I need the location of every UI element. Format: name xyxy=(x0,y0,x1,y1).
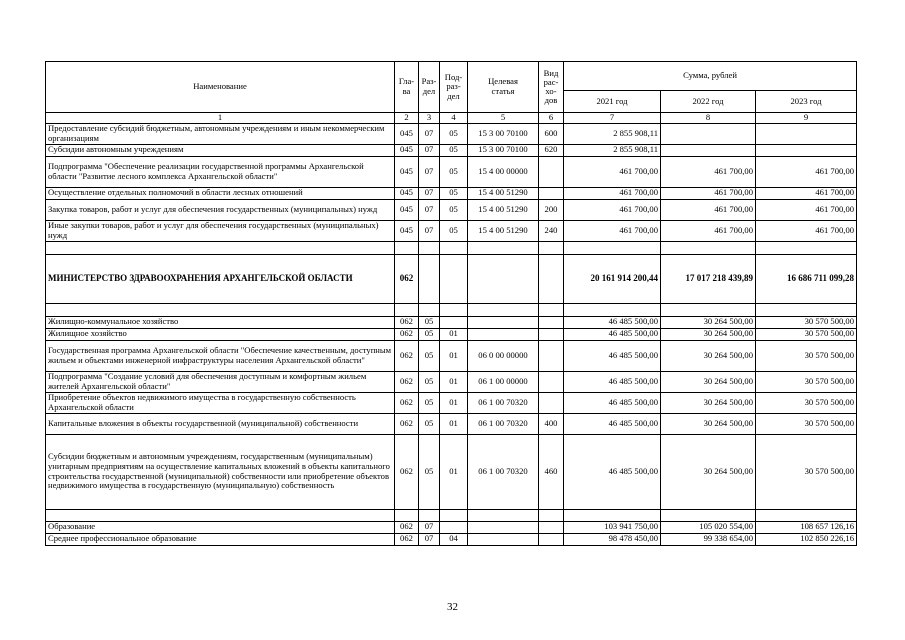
glava-cell: 062 xyxy=(395,254,419,303)
table-row xyxy=(46,220,857,241)
vid-cell xyxy=(539,316,564,328)
column-number: 3 xyxy=(419,113,440,124)
razdel-cell: 07 xyxy=(419,123,440,144)
glava-cell: 045 xyxy=(395,144,419,156)
empty-cell xyxy=(756,303,857,316)
sum-2021-cell: 461 700,00 xyxy=(564,199,661,220)
celevaya-cell: 15 4 00 51290 xyxy=(468,187,539,199)
razdel-cell xyxy=(419,254,440,303)
razdel-cell: 05 xyxy=(419,328,440,340)
sum-2021-cell: 46 485 500,00 xyxy=(564,392,661,413)
celevaya-cell xyxy=(468,521,539,533)
vid-cell xyxy=(539,533,564,545)
celevaya-cell: 06 1 00 70320 xyxy=(468,434,539,509)
razdel-cell: 05 xyxy=(419,434,440,509)
vid-cell xyxy=(539,187,564,199)
podrazdel-cell: 05 xyxy=(440,199,468,220)
table-row xyxy=(46,123,857,144)
celevaya-cell xyxy=(468,328,539,340)
sum-2022-cell: 30 264 500,00 xyxy=(661,371,756,392)
vid-cell xyxy=(539,156,564,187)
glava-cell: 045 xyxy=(395,199,419,220)
header-vid: Вид рас- хо- дов xyxy=(539,62,564,113)
sum-2022-cell: 461 700,00 xyxy=(661,199,756,220)
podrazdel-cell: 01 xyxy=(440,434,468,509)
header-year-2022: 2022 год xyxy=(661,91,756,113)
header-celevaya: Целевая статья xyxy=(468,62,539,113)
empty-cell xyxy=(440,509,468,521)
empty-cell xyxy=(661,509,756,521)
column-number: 4 xyxy=(440,113,468,124)
sum-2023-cell: 30 570 500,00 xyxy=(756,413,857,434)
column-number-row xyxy=(46,113,857,124)
sum-2021-cell: 2 855 908,11 xyxy=(564,144,661,156)
sum-2022-cell xyxy=(661,144,756,156)
sum-2022-cell: 30 264 500,00 xyxy=(661,328,756,340)
header-razdel: Раз- дел xyxy=(419,62,440,113)
column-number: 5 xyxy=(468,113,539,124)
sum-2023-cell: 30 570 500,00 xyxy=(756,392,857,413)
sum-2023-cell xyxy=(756,123,857,144)
sum-2023-cell: 16 686 711 099,28 xyxy=(756,254,857,303)
sum-2022-cell: 30 264 500,00 xyxy=(661,392,756,413)
sum-2021-cell: 20 161 914 200,44 xyxy=(564,254,661,303)
sum-2023-cell: 108 657 126,16 xyxy=(756,521,857,533)
razdel-cell: 05 xyxy=(419,316,440,328)
glava-cell: 062 xyxy=(395,413,419,434)
header-name: Наименование xyxy=(46,62,395,113)
page-number: 32 xyxy=(447,601,458,613)
celevaya-cell: 15 3 00 70100 xyxy=(468,144,539,156)
razdel-cell: 05 xyxy=(419,340,440,371)
podrazdel-cell xyxy=(440,316,468,328)
header-year-2021: 2021 год xyxy=(564,91,661,113)
razdel-cell: 07 xyxy=(419,533,440,545)
row-name-cell: Приобретение объектов недвижимого имущества в государственную собственность Архангельской области xyxy=(46,392,395,413)
table-row xyxy=(46,254,857,303)
razdel-cell: 07 xyxy=(419,144,440,156)
razdel-cell: 07 xyxy=(419,521,440,533)
table-row xyxy=(46,392,857,413)
podrazdel-cell xyxy=(440,521,468,533)
podrazdel-cell: 05 xyxy=(440,187,468,199)
razdel-cell: 05 xyxy=(419,413,440,434)
column-number: 8 xyxy=(661,113,756,124)
header-summa: Сумма, рублей xyxy=(564,62,857,91)
table-row xyxy=(46,187,857,199)
sum-2021-cell: 461 700,00 xyxy=(564,156,661,187)
podrazdel-cell: 01 xyxy=(440,340,468,371)
sum-2023-cell: 30 570 500,00 xyxy=(756,371,857,392)
celevaya-cell: 15 4 00 51290 xyxy=(468,220,539,241)
vid-cell: 200 xyxy=(539,199,564,220)
sum-2021-cell: 46 485 500,00 xyxy=(564,371,661,392)
sum-2023-cell xyxy=(756,144,857,156)
spacer-row xyxy=(46,509,857,521)
empty-cell xyxy=(395,509,419,521)
sum-2022-cell: 461 700,00 xyxy=(661,220,756,241)
sum-2023-cell: 461 700,00 xyxy=(756,199,857,220)
glava-cell: 045 xyxy=(395,187,419,199)
row-name-cell: Субсидии автономным учреждениям xyxy=(46,144,395,156)
celevaya-cell: 15 4 00 51290 xyxy=(468,199,539,220)
glava-cell: 062 xyxy=(395,371,419,392)
celevaya-cell: 06 0 00 00000 xyxy=(468,340,539,371)
table-row xyxy=(46,144,857,156)
header-podrazdel: Под- раз- дел xyxy=(440,62,468,113)
glava-cell: 062 xyxy=(395,328,419,340)
empty-cell xyxy=(395,303,419,316)
celevaya-cell: 15 3 00 70100 xyxy=(468,123,539,144)
spacer-row xyxy=(46,303,857,316)
podrazdel-cell: 01 xyxy=(440,392,468,413)
sum-2021-cell: 46 485 500,00 xyxy=(564,413,661,434)
razdel-cell: 05 xyxy=(419,392,440,413)
sum-2022-cell: 99 338 654,00 xyxy=(661,533,756,545)
header-row xyxy=(46,62,857,91)
empty-cell xyxy=(564,241,661,254)
vid-cell: 240 xyxy=(539,220,564,241)
empty-cell xyxy=(46,303,395,316)
celevaya-cell: 15 4 00 00000 xyxy=(468,156,539,187)
podrazdel-cell: 01 xyxy=(440,328,468,340)
empty-cell xyxy=(46,241,395,254)
empty-cell xyxy=(661,303,756,316)
table-row xyxy=(46,340,857,371)
table-row xyxy=(46,533,857,545)
empty-cell xyxy=(395,241,419,254)
vid-cell xyxy=(539,521,564,533)
glava-cell: 045 xyxy=(395,156,419,187)
vid-cell xyxy=(539,340,564,371)
header-glava: Гла- ва xyxy=(395,62,419,113)
empty-cell xyxy=(756,241,857,254)
glava-cell: 062 xyxy=(395,533,419,545)
razdel-cell: 07 xyxy=(419,156,440,187)
sum-2023-cell: 461 700,00 xyxy=(756,187,857,199)
sum-2021-cell: 461 700,00 xyxy=(564,220,661,241)
sum-2023-cell: 461 700,00 xyxy=(756,220,857,241)
column-number: 2 xyxy=(395,113,419,124)
empty-cell xyxy=(468,509,539,521)
sum-2021-cell: 46 485 500,00 xyxy=(564,316,661,328)
table-row xyxy=(46,199,857,220)
podrazdel-cell: 05 xyxy=(440,220,468,241)
vid-cell xyxy=(539,392,564,413)
sum-2022-cell: 461 700,00 xyxy=(661,187,756,199)
sum-2022-cell: 461 700,00 xyxy=(661,156,756,187)
sum-2021-cell: 46 485 500,00 xyxy=(564,340,661,371)
celevaya-cell: 06 1 00 70320 xyxy=(468,392,539,413)
row-name-cell: Подпрограмма "Обеспечение реализации государственной программы Архангельской области "Развитие лесного комплекса Архангельской области" xyxy=(46,156,395,187)
sum-2023-cell: 30 570 500,00 xyxy=(756,316,857,328)
sum-2021-cell: 98 478 450,00 xyxy=(564,533,661,545)
podrazdel-cell: 05 xyxy=(440,156,468,187)
table-row xyxy=(46,156,857,187)
glava-cell: 062 xyxy=(395,340,419,371)
glava-cell: 062 xyxy=(395,392,419,413)
razdel-cell: 07 xyxy=(419,187,440,199)
podrazdel-cell: 05 xyxy=(440,144,468,156)
table-row xyxy=(46,316,857,328)
glava-cell: 062 xyxy=(395,521,419,533)
empty-cell xyxy=(419,241,440,254)
row-name-cell: Жилищно-коммунальное хозяйство xyxy=(46,316,395,328)
empty-cell xyxy=(419,509,440,521)
razdel-cell: 07 xyxy=(419,199,440,220)
row-name-cell: Среднее профессиональное образование xyxy=(46,533,395,545)
sum-2022-cell: 105 020 554,00 xyxy=(661,521,756,533)
row-name-cell: Закупка товаров, работ и услуг для обеспечения государственных (муниципальных) нужд xyxy=(46,199,395,220)
row-name-cell: Иные закупки товаров, работ и услуг для обеспечения государственных (муниципальных) нужд xyxy=(46,220,395,241)
sum-2022-cell xyxy=(661,123,756,144)
row-name-cell: Жилищное хозяйство xyxy=(46,328,395,340)
vid-cell xyxy=(539,328,564,340)
sum-2022-cell: 30 264 500,00 xyxy=(661,340,756,371)
empty-cell xyxy=(756,509,857,521)
spacer-row xyxy=(46,241,857,254)
glava-cell: 062 xyxy=(395,316,419,328)
column-number: 7 xyxy=(564,113,661,124)
celevaya-cell xyxy=(468,316,539,328)
empty-cell xyxy=(564,509,661,521)
vid-cell xyxy=(539,254,564,303)
razdel-cell: 05 xyxy=(419,371,440,392)
podrazdel-cell xyxy=(440,254,468,303)
sum-2021-cell: 46 485 500,00 xyxy=(564,328,661,340)
sum-2023-cell: 30 570 500,00 xyxy=(756,328,857,340)
sum-2022-cell: 30 264 500,00 xyxy=(661,413,756,434)
sum-2022-cell: 30 264 500,00 xyxy=(661,434,756,509)
row-name-cell: Капитальные вложения в объекты государственной (муниципальной) собственности xyxy=(46,413,395,434)
row-name-cell: Государственная программа Архангельской области "Обеспечение качественным, доступным жильем и объектами инженерной инфраструктуры населения Архангельской области" xyxy=(46,340,395,371)
sum-2021-cell: 2 855 908,11 xyxy=(564,123,661,144)
empty-cell xyxy=(539,303,564,316)
empty-cell xyxy=(419,303,440,316)
empty-cell xyxy=(440,303,468,316)
row-name-cell: Образование xyxy=(46,521,395,533)
celevaya-cell xyxy=(468,533,539,545)
podrazdel-cell: 04 xyxy=(440,533,468,545)
empty-cell xyxy=(440,241,468,254)
budget-table xyxy=(45,61,857,546)
row-name-cell: Осуществление отдельных полномочий в области лесных отношений xyxy=(46,187,395,199)
row-name-cell: Субсидии бюджетным и автономным учреждениям, государственным (муниципальным) унитарным предприятиям на осуществление капитальных вложений в объекты капитального строительства государственной (муниципальной) собственности или приобретение объектов недвижимого имущества в государственную (муниципальную) собственность xyxy=(46,434,395,509)
podrazdel-cell: 01 xyxy=(440,371,468,392)
table-row xyxy=(46,434,857,509)
empty-cell xyxy=(564,303,661,316)
vid-cell: 400 xyxy=(539,413,564,434)
vid-cell: 600 xyxy=(539,123,564,144)
table-row xyxy=(46,328,857,340)
table-row xyxy=(46,413,857,434)
vid-cell: 460 xyxy=(539,434,564,509)
sum-2022-cell: 17 017 218 439,89 xyxy=(661,254,756,303)
sum-2022-cell: 30 264 500,00 xyxy=(661,316,756,328)
glava-cell: 045 xyxy=(395,220,419,241)
empty-cell xyxy=(468,241,539,254)
column-number: 6 xyxy=(539,113,564,124)
celevaya-cell xyxy=(468,254,539,303)
sum-2021-cell: 461 700,00 xyxy=(564,187,661,199)
sum-2023-cell: 30 570 500,00 xyxy=(756,340,857,371)
empty-cell xyxy=(468,303,539,316)
column-number: 1 xyxy=(46,113,395,124)
sum-2023-cell: 102 850 226,16 xyxy=(756,533,857,545)
empty-cell xyxy=(661,241,756,254)
header-year-2023: 2023 год xyxy=(756,91,857,113)
celevaya-cell: 06 1 00 00000 xyxy=(468,371,539,392)
sum-2023-cell: 461 700,00 xyxy=(756,156,857,187)
podrazdel-cell: 01 xyxy=(440,413,468,434)
row-name-cell: Предоставление субсидий бюджетным, автономным учреждениям и иным некоммерческим организациям xyxy=(46,123,395,144)
table-row xyxy=(46,521,857,533)
glava-cell: 062 xyxy=(395,434,419,509)
empty-cell xyxy=(46,509,395,521)
table-row xyxy=(46,371,857,392)
empty-cell xyxy=(539,509,564,521)
sum-2021-cell: 46 485 500,00 xyxy=(564,434,661,509)
razdel-cell: 07 xyxy=(419,220,440,241)
glava-cell: 045 xyxy=(395,123,419,144)
sum-2023-cell: 30 570 500,00 xyxy=(756,434,857,509)
vid-cell: 620 xyxy=(539,144,564,156)
column-number: 9 xyxy=(756,113,857,124)
celevaya-cell: 06 1 00 70320 xyxy=(468,413,539,434)
sum-2021-cell: 103 941 750,00 xyxy=(564,521,661,533)
row-name-cell: Подпрограмма "Создание условий для обеспечения доступным и комфортным жильем жителей Архангельской области" xyxy=(46,371,395,392)
vid-cell xyxy=(539,371,564,392)
podrazdel-cell: 05 xyxy=(440,123,468,144)
row-name-cell: МИНИСТЕРСТВО ЗДРАВООХРАНЕНИЯ АРХАНГЕЛЬСКОЙ ОБЛАСТИ xyxy=(46,254,395,303)
empty-cell xyxy=(539,241,564,254)
